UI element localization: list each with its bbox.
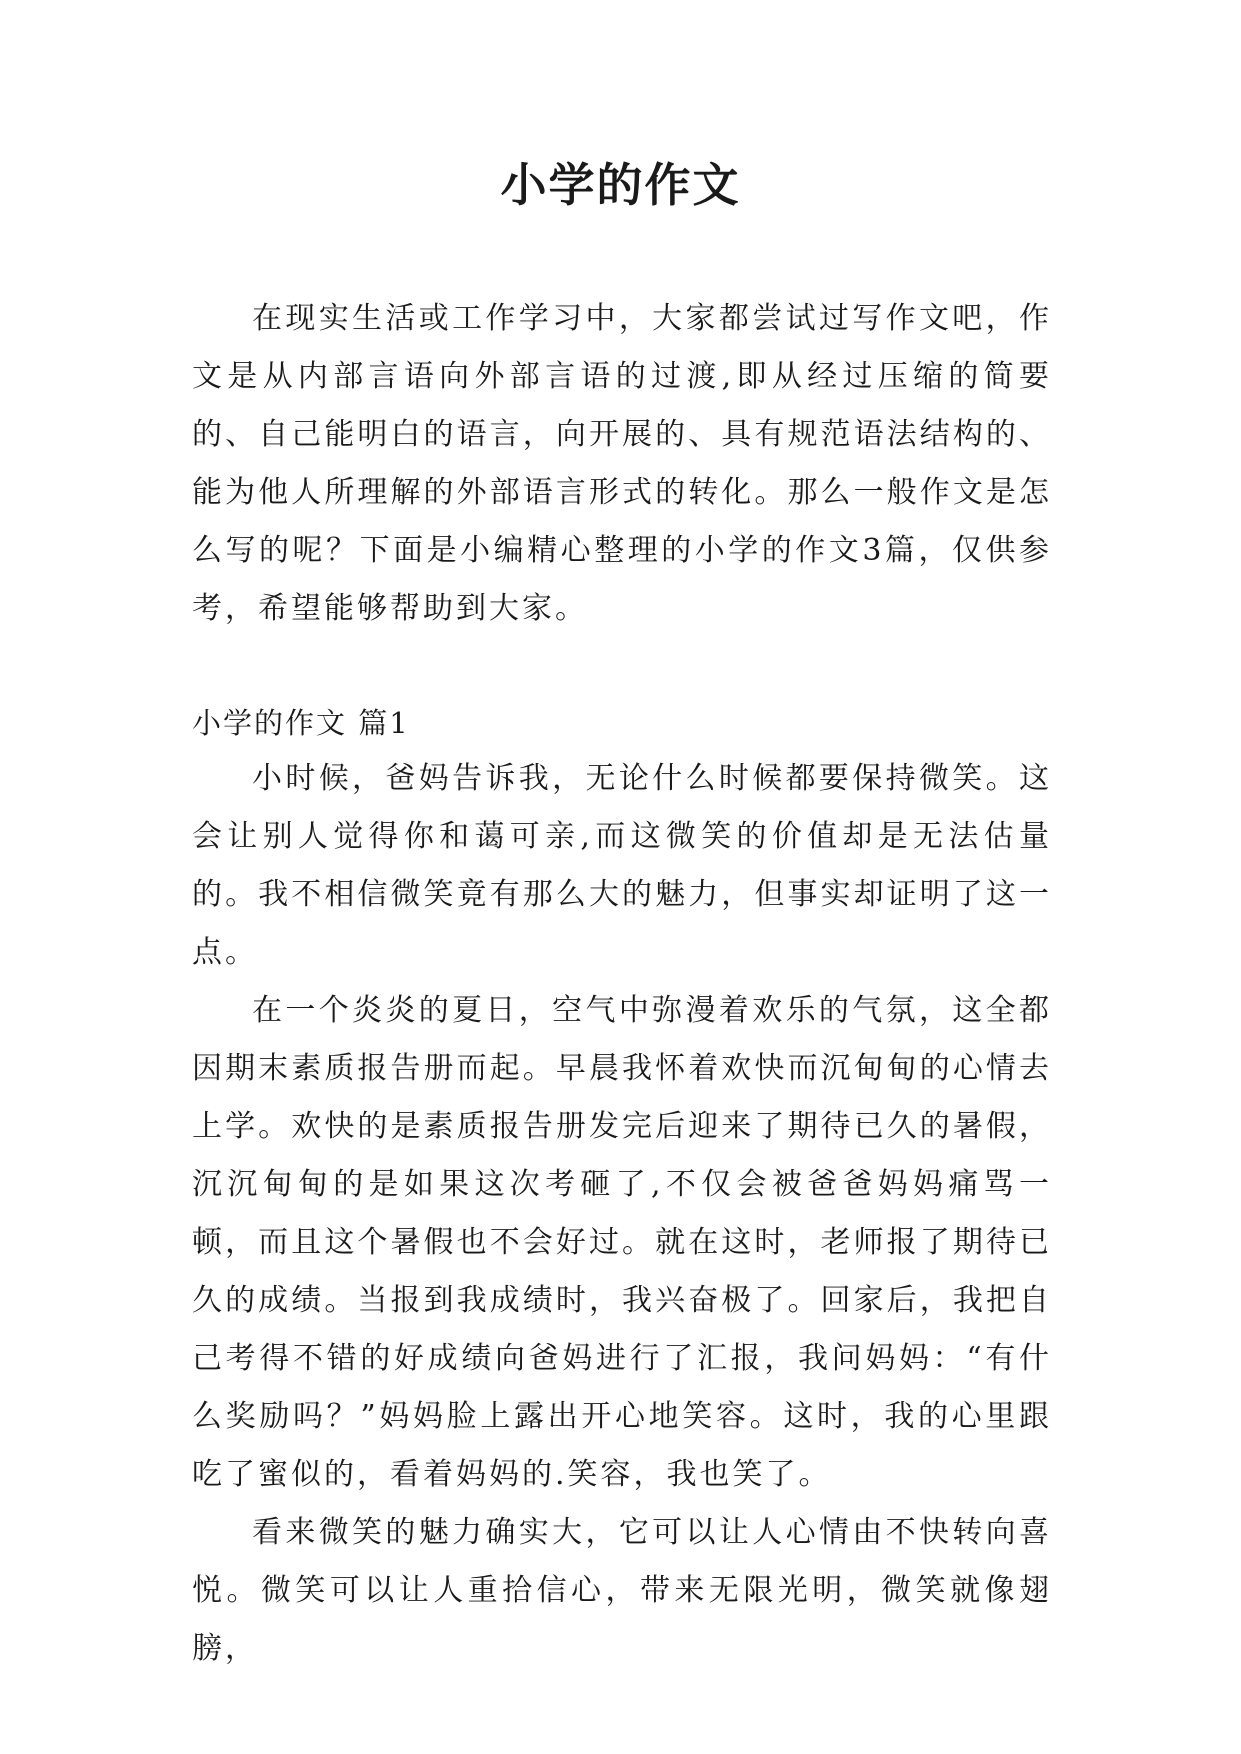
paragraph-2: 在一个炎炎的夏日，空气中弥漫着欢乐的气氛，这全都因期末素质报告册而起。早晨我怀着欢快而沉甸甸的心情去上学。欢快的是素质报告册发完后迎来了期待已久的暑假，沉沉甸甸的是如果这次考砸了,不仅会被爸爸妈妈痛骂一顿，而且这个暑假也不会好过。就在这时，老师报了期待已久的成绩。当报到我成绩时，我兴奋极了。回家后，我把自己考得不错的好成绩向爸妈进行了汇报，我问妈妈：“有什么奖励吗？”妈妈脸上露出开心地笑容。这时，我的心里跟吃了蜜似的，看着妈妈的.笑容，我也笑了。 <box>192 993 1052 1492</box>
intro-section <box>192 290 1052 638</box>
paragraph-3: 看来微笑的魅力确实大，它可以让人心情由不快转向喜悦。微笑可以让人重拾信心，带来无限光明，微笑就像翅膀， <box>192 1515 1052 1666</box>
document-title: 小学的作文 <box>500 158 741 212</box>
paragraph-1: 小时候，爸妈告诉我，无论什么时候都要保持微笑。这会让别人觉得你和蔼可亲,而这微笑的价值却是无法估量的。我不相信微笑竟有那么大的魅力，但事实却证明了这一点。 <box>192 761 1052 970</box>
intro-paragraph: 在现实生活或工作学习中，大家都尝试过写作文吧，作文是从内部言语向外部言语的过渡,即从经过压缩的简要的、自己能明白的语言，向开展的、具有规范语法结构的、能为他人所理解的外部语言形式的转化。那么一般作文是怎么写的呢？下面是小编精心整理的小学的作文3篇，仅供参考，希望能够帮助到大家。 <box>192 301 1052 626</box>
section-body <box>192 750 1052 1678</box>
section-heading: 小学的作文 篇1 <box>192 706 410 740</box>
